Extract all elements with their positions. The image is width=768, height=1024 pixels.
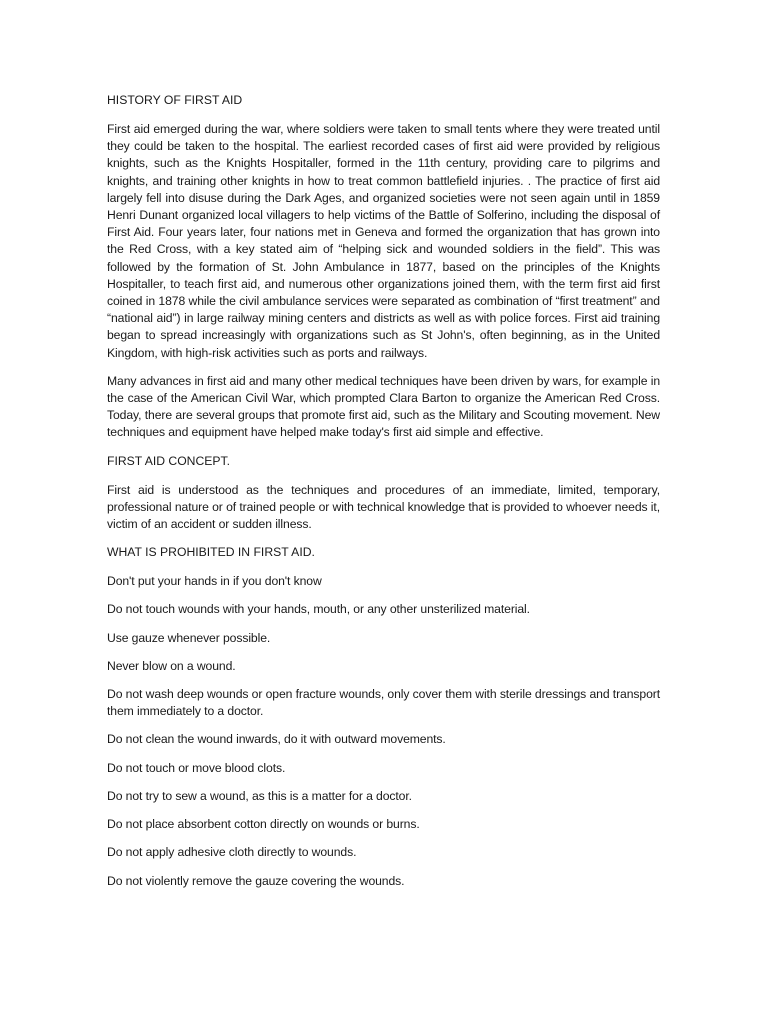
advances-paragraph: Many advances in first aid and many other medical techniques have been driven by wars, for example in the case of the American Civil War, which prompted Clara Barton to organize the American Red Cross. Today, there are several groups that promote first aid, such as the Military and Scouting movement. New techniques and equipment have helped make today's first aid simple and effective. <box>107 373 660 440</box>
prohibited-item: Do not touch or move blood clots. <box>107 760 286 775</box>
prohibited-item: Do not violently remove the gauze covering the wounds. <box>107 873 405 888</box>
prohibited-item: Use gauze whenever possible. <box>107 630 271 645</box>
prohibited-item: Do not try to sew a wound, as this is a matter for a doctor. <box>107 788 412 803</box>
document-page <box>107 92 660 901</box>
section-heading-concept: FIRST AID CONCEPT. <box>107 453 231 468</box>
prohibited-item: Do not touch wounds with your hands, mouth, or any other unsterilized material. <box>107 602 530 617</box>
concept-paragraph: First aid is understood as the techniques and procedures of an immediate, limited, temporary, professional nature or of trained people or with technical knowledge that is provided to whoever needs it, victim of an accident or sudden illness. <box>107 482 660 532</box>
prohibited-item: Do not place absorbent cotton directly on wounds or burns. <box>107 817 420 832</box>
prohibited-item: Do not apply adhesive cloth directly to wounds. <box>107 845 357 860</box>
prohibited-item: Never blow on a wound. <box>107 658 236 673</box>
prohibited-item: Do not clean the wound inwards, do it with outward movements. <box>107 732 446 747</box>
section-heading-prohibited: WHAT IS PROHIBITED IN FIRST AID. <box>107 545 315 560</box>
prohibited-item: Do not wash deep wounds or open fracture wounds, only cover them with sterile dressings and transport them immediately to a doctor. <box>107 687 660 719</box>
prohibited-item: Don't put your hands in if you don't know <box>107 574 322 589</box>
history-paragraph: First aid emerged during the war, where soldiers were taken to small tents where they were treated until they could be taken to the hospital. The earliest recorded cases of first aid were provided by religious knights, such as the Knights Hospitaller, formed in the 11th century, providing care to pilgrims and knights, and training other knights in how to treat common battlefield injuries. . The practice of first aid largely fell into disuse during the Dark Ages, and organized societies were not seen again until in 1859 Henri Dunant organized local villagers to help victims of the Battle of Solferino, including the disposal of First Aid. Four years later, four nations met in Geneva and formed the organization that has grown into the Red Cross, with a key stated aim of “helping sick and wounded soldiers in the field”. This was followed by the formation of St. John Ambulance in 1877, based on the principles of the Knights Hospitaller, to teach first aid, and numerous other organizations joined them, with the term first aid first coined in 1878 while the civil ambulance services were separated as combination of “first treatment” and “national aid”) in large railway mining centers and districts as well as with police forces. First aid training began to spread increasingly with organizations such as St John's, often beginning, as in the United Kingdom, with high-risk activities such as ports and railways. <box>107 122 660 360</box>
section-heading-history: HISTORY OF FIRST AID <box>107 93 243 107</box>
